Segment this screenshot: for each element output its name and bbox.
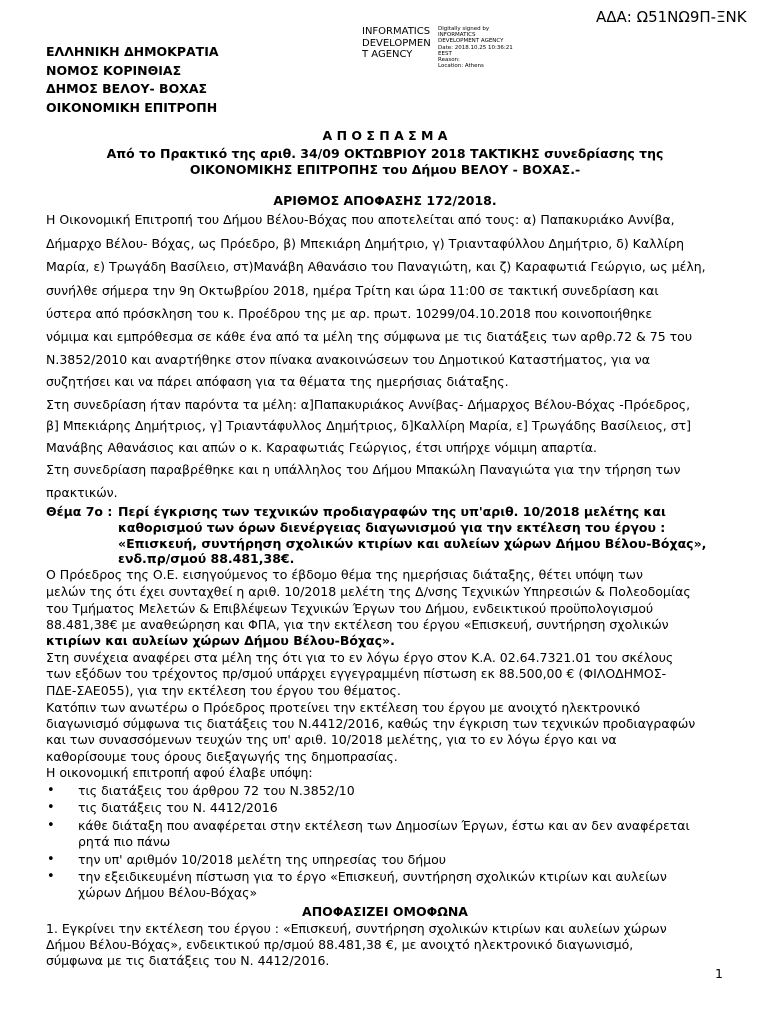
signature-detail-line: Date: 2018.10.25 10:36:21	[438, 44, 513, 51]
decision-line: σύμφωνα με τις διατάξεις του Ν. 4412/2016.	[46, 953, 330, 968]
header-country: ΕΛΛΗΝΙΚΗ ΔΗΜΟΚΡΑΤΙΑ	[46, 44, 219, 59]
bullet-item: τις διατάξεις του Ν. 4412/2016	[78, 800, 278, 815]
signature-detail-line: Reason:	[438, 57, 460, 64]
signature-name-line: T AGENCY	[362, 49, 413, 60]
bullet-marker: •	[47, 818, 55, 833]
body-line: διαγωνισμό σύμφωνα τις διατάξεις του Ν.4412/2016, καθώς την έγκριση των τεχνικών προδιαγραφών	[46, 716, 696, 731]
signature-details	[438, 26, 513, 69]
intro-line: συζητήσει και να πάρει απόφαση για τα θέματα της ημερήσιας διάταξης.	[46, 374, 509, 389]
signature-detail-line: Digitally signed by	[438, 26, 490, 32]
body-line: καθορίσουμε τους όρους διεξαγωγής της δημοπρασίας.	[46, 749, 398, 764]
subject-line: «Επισκευή, συντήρηση σχολικών κτιρίων και αυλείων χώρων Δήμου Βέλου-Βόχας»,	[118, 536, 707, 551]
signature-detail-line: INFORMATICS	[438, 32, 476, 39]
body-line: του Τμήματος Μελετών & Επιβλέψεων Τεχνικών Έργων του Δήμου, ενδεικτικού προϋπολογισμού	[46, 601, 654, 616]
present-line: β] Μπεκιάρης Δημήτριος, γ] Τριαντάφυλλος Δημήτριος, δ]Καλλίρη Μαρία, ε] Τρωγάδης Βασίλειος, στ]	[46, 418, 692, 433]
body-line: των εξόδων του τρέχοντος πρ/σμού υπάρχει εγγεγραμμένη πίστωση εκ 88.500,00 € (ΦΙΛΟΔΗΜΟΣ-	[46, 666, 667, 681]
apospasma-title: Α Π Ο Σ Π Α Σ Μ Α	[322, 128, 448, 143]
present-line: Μανάβης Αθανάσιος και απών ο κ. Καραφωτιάς Γεώργιος, έτσι υπήρχε νόμιμη απαρτία.	[46, 440, 598, 455]
decision-number: ΑΡΙΘΜΟΣ ΑΠΟΦΑΣΗΣ 172/2018.	[273, 193, 497, 208]
subject-line: καθορισμού των όρων διενέργειας διαγωνισμού για την εκτέλεση του έργου :	[118, 520, 666, 535]
decision-line: 1. Εγκρίνει την εκτέλεση του έργου : «Επισκευή, συντήρηση σχολικών κτιρίων και αυλείων χώρων	[46, 921, 667, 936]
minutes-title-line2: ΟΙΚΟΝΟΜΙΚΗΣ ΕΠΙΤΡΟΠΗΣ του Δήμου ΒΕΛΟΥ - ΒΟΧΑΣ.-	[189, 162, 581, 177]
body-line: κτιρίων και αυλείων χώρων Δήμου Βέλου-Βόχας».	[46, 633, 395, 648]
signature-detail-line: Location: Athens	[438, 63, 484, 70]
document-header	[46, 43, 219, 118]
intro-line: Μαρία, ε) Τρωγάδη Βασίλειο, στ)Μανάβη Αθανάσιο του Παναγιώτη, και ζ) Καραφωτιά Γεώργιο, ως μέλη,	[46, 259, 706, 274]
bullet-item: την εξειδικευμένη πίστωση για το έργο «Επισκευή, συντήρηση σχολικών κτιρίων και αυλείων	[78, 869, 667, 884]
intro-line: νόμιμα και εμπρόθεσμα σε κάθε ένα από τα μέλη της σύμφωνα με τις διατάξεις των αρθρ.72 & 75 του	[46, 329, 693, 344]
intro-line: Η Οικονομική Επιτροπή του Δήμου Βέλου-Βόχας που αποτελείται από τους: α) Παπακυριάκο Αννίβα,	[46, 212, 675, 227]
decides-heading: ΑΠΟΦΑΣΙΖΕΙ ΟΜΟΦΩΝΑ	[302, 904, 468, 919]
subject-label: Θέμα 7ο :	[46, 504, 113, 519]
body-line: 88.481,38€ με αναθεώρηση και ΦΠΑ, για την εκτέλεση του έργου «Επισκευή, συντήρηση σχολικών	[46, 617, 669, 632]
bullet-item: κάθε διάταξη που αναφέρεται στην εκτέλεση των Δημοσίων Έργων, έστω και αν δεν αναφέρεται	[78, 818, 690, 833]
minutes-line: Στη συνεδρίαση παραβρέθηκε και η υπάλληλος του Δήμου Μπακώλη Παναγιώτα για την τήρηση των	[46, 462, 681, 477]
body-line: Η οικονομική επιτροπή αφού έλαβε υπόψη:	[46, 765, 313, 780]
body-line: Ο Πρόεδρος της Ο.Ε. εισηγούμενος το έβδομο θέμα της ημερήσιας διάταξης, θέτει υπόψη των	[46, 567, 644, 582]
intro-line: Δήμαρχο Βέλου- Βόχας, ως Πρόεδρο, β) Μπεκιάρη Δημήτριο, γ) Τριανταφύλλου Δημήτριο, δ) Καλλίρη	[46, 236, 685, 251]
bullet-item: την υπ' αριθμόν 10/2018 μελέτη της υπηρεσίας του δήμου	[78, 852, 446, 867]
bullet-marker: •	[47, 783, 55, 798]
bullet-item: τις διατάξεις του άρθρου 72 του Ν.3852/10	[78, 783, 355, 798]
ada-code: ΑΔΑ: Ω51ΝΩ9Π-ΞΝΚ	[596, 8, 747, 26]
subject-line: ενδ.πρ/σμού 88.481,38€.	[118, 551, 295, 566]
minutes-line: πρακτικών.	[46, 485, 118, 500]
header-municipality: ΔΗΜΟΣ ΒΕΛΟΥ- ΒΟΧΑΣ	[46, 81, 208, 97]
present-line: Στη συνεδρίαση ήταν παρόντα τα μέλη: α]Παπακυριάκος Αννίβας- Δήμαρχος Βέλου-Βόχας -Πρόεδρος,	[46, 397, 691, 412]
bullet-marker: •	[47, 800, 55, 815]
signature-name-line: INFORMATICS	[362, 26, 431, 37]
bullet-marker: •	[47, 852, 55, 867]
intro-line: ύστερα από πρόσκληση του κ. Προέδρου της με αρ. πρωτ. 10299/04.10.2018 που κοινοποιήθηκε	[46, 306, 653, 321]
signature-name-line: DEVELOPMEN	[362, 37, 431, 49]
header-committee: ΟΙΚΟΝΟΜΙΚΗ ΕΠΙΤΡΟΠΗ	[46, 100, 218, 116]
subject-line: Περί έγκρισης των τεχνικών προδιαγραφών της υπ'αριθ. 10/2018 μελέτης και	[118, 504, 666, 519]
body-line: και των συνασσόμενων τευχών της υπ' αριθ. 10/2018 μελέτης, για το εν λόγω έργο και να	[46, 732, 617, 747]
bullet-marker: •	[47, 869, 55, 884]
signature-name	[362, 26, 434, 61]
body-line: ΠΔΕ-ΣΑΕ055), για την εκτέλεση του έργου του θέματος.	[46, 683, 401, 698]
intro-line: συνήλθε σήμερα την 9η Οκτωβρίου 2018, ημέρα Τρίτη και ώρα 11:00 σε τακτική συνεδρίαση και	[46, 283, 659, 298]
page-number: 1	[715, 966, 723, 981]
minutes-title-line1: Από το Πρακτικό της αριθ. 34/09 ΟΚΤΩΒΡΙΟΥ 2018 ΤΑΚΤΙΚΗΣ συνεδρίασης της	[106, 146, 664, 161]
decision-line: Δήμου Βέλου-Βόχας», ενδεικτικού πρ/σμού 88.481,38 €, με ανοιχτό ηλεκτρονικό διαγωνισμό,	[46, 937, 634, 952]
header-prefecture: ΝΟΜΟΣ ΚΟΡΙΝΘΙΑΣ	[46, 62, 182, 78]
signature-detail-line: DEVELOPMENT AGENCY	[438, 38, 504, 45]
body-line: Κατόπιν των ανωτέρω ο Πρόεδρος προτείνει την εκτέλεση του έργου με ανοιχτό ηλεκτρονικό	[46, 700, 641, 715]
bullet-item-continuation: ρητά πιο πάνω	[78, 834, 171, 849]
body-line: Στη συνέχεια αναφέρει στα μέλη της ότι για το εν λόγω έργο στον Κ.Α. 02.64.7321.01 του σκέλους	[46, 650, 674, 665]
signature-detail-line: EEST	[438, 50, 452, 57]
intro-line: Ν.3852/2010 και αναρτήθηκε στον πίνακα ανακοινώσεων του Δημοτικού Καταστήματος, για να	[46, 352, 651, 367]
bullet-item-continuation: χώρων Δήμου Βέλου-Βόχας»	[78, 885, 258, 900]
body-line: μελών της ότι έχει συνταχθεί η αριθ. 10/2018 μελέτη της Δ/νσης Τεχνικών Υπηρεσιών & Πολεοδομίας	[46, 584, 691, 599]
